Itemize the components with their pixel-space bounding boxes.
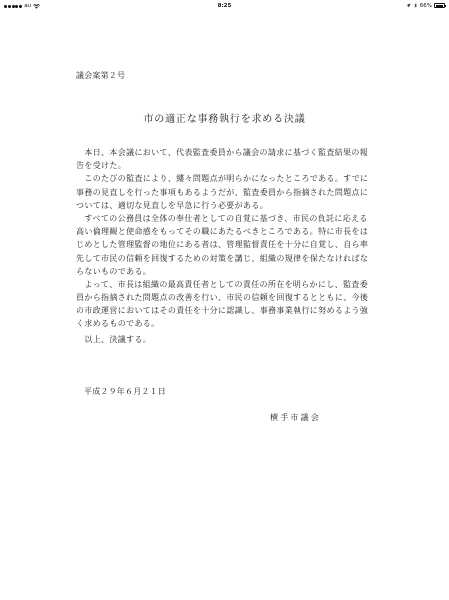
closing-statement: 以上、決議する。 [76, 335, 152, 344]
issuing-organization: 横手市議会 [270, 413, 321, 422]
body-line: このたびの監査により、縷々問題点が明らかになったところである。すでに [76, 174, 369, 184]
document-title: 市の適正な事務執行を求める決議 [143, 114, 306, 125]
body-line: ついては、適切な見直しを早急に行う必要がある。 [76, 200, 269, 210]
body-line: の市政運営においてはその責任を十分に認識し、事務事業執行に努めるよう強 [76, 306, 369, 316]
body-line: 告を受けた。 [76, 161, 127, 171]
battery-percent: 66% [419, 2, 432, 9]
body-line: 先して市民の信頼を回復するための対策を講じ、組織の規律を保たなければな [76, 253, 369, 263]
body-line: 本日、本会議において、代表監査委員から議会の請求に基づく監査結果の報 [76, 148, 369, 157]
document-date: 平成２９年６月２１日 [84, 387, 166, 396]
status-time: 8:25 [217, 2, 232, 9]
body-line: く求めるものである。 [76, 319, 160, 329]
body-line: らないものである。 [76, 266, 152, 276]
carrier-name: au [24, 3, 32, 9]
document-number: 議会案第２号 [76, 71, 126, 80]
body-line: じめとした管理監督の地位にある者は、管理監督責任を十分に自覚し、自ら率 [76, 240, 369, 250]
body-line: 員から指摘された問題点の改善を行い、市民の信頼を回復するとともに、今後 [76, 293, 369, 303]
body-line: 高い倫理観と使命感をもってその職にあたるべきところである。特に市長をは [76, 227, 369, 237]
body-line: よって、市長は組織の最高責任者としての責任の所在を明らかにし、監査委 [76, 279, 369, 289]
document-body [76, 146, 372, 331]
body-line: 事務の見直しを行った事項もあるようだが、監査委員から指摘された問題点に [76, 187, 369, 197]
body-line: すべての公務員は全体の奉仕者としての自覚に基づき、市民の負託に応える [76, 213, 368, 223]
